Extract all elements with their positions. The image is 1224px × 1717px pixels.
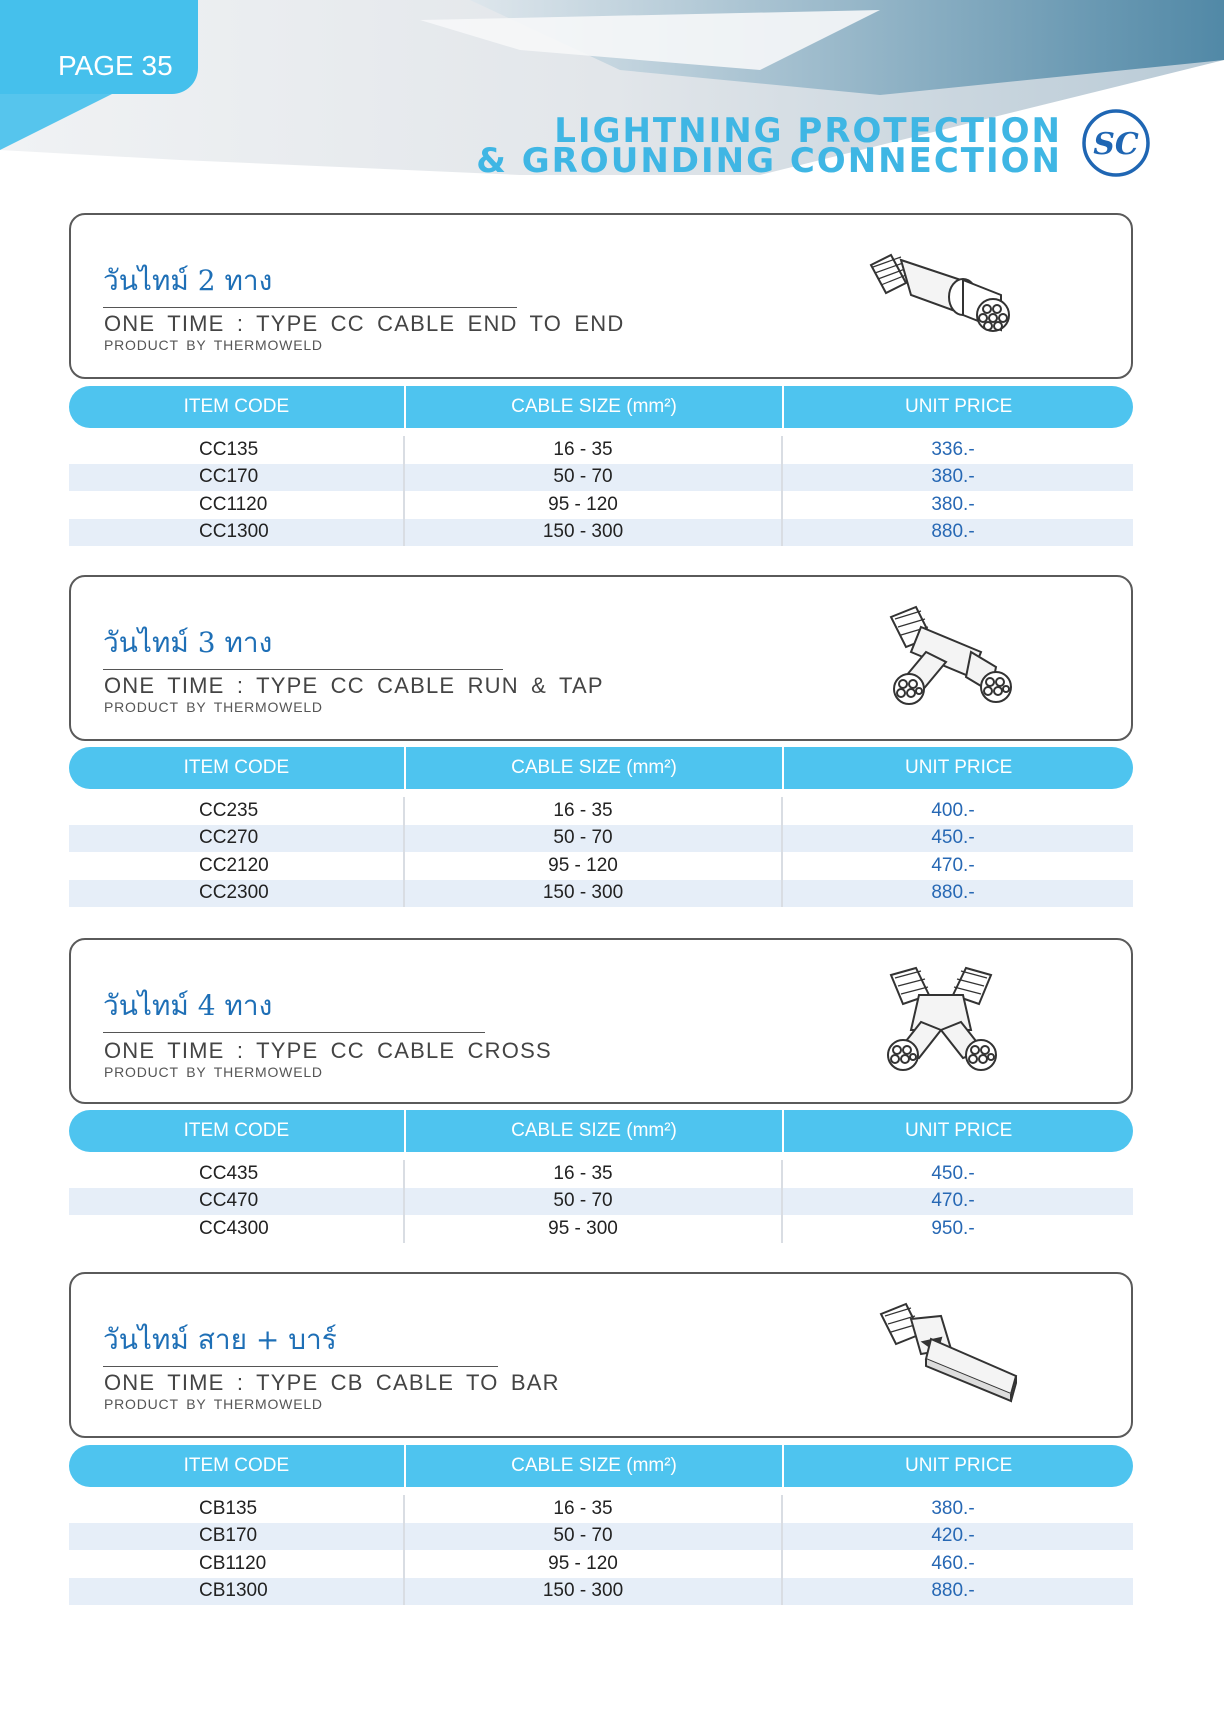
sc-logo: [1081, 108, 1151, 178]
header-cable-size: CABLE SIZE (mm²): [406, 747, 785, 789]
cable-size: 95 - 120: [405, 491, 783, 519]
header-item-code: ITEM CODE: [69, 386, 406, 428]
table-row: [69, 519, 1133, 547]
cable-size: 50 - 70: [405, 464, 783, 492]
price-table: [69, 1495, 1133, 1605]
cable-to-bar-connector-icon: [851, 1294, 1031, 1414]
item-code: CC2120: [69, 852, 405, 880]
cable-size: 95 - 120: [405, 1550, 783, 1578]
header-unit-price: UNIT PRICE: [904, 396, 1013, 417]
item-code: CC270: [69, 825, 405, 853]
price-table: [69, 797, 1133, 907]
table-row: [69, 1550, 1133, 1578]
unit-price: 450.-: [931, 1162, 975, 1184]
cable-size: 50 - 70: [405, 1188, 783, 1216]
unit-price: 450.-: [931, 827, 975, 849]
product-title-thai: วันไทม์ 3 ทาง: [103, 621, 503, 670]
product-manufacturer: PRODUCT BY THERMOWELD: [104, 1396, 323, 1412]
product-manufacturer: PRODUCT BY THERMOWELD: [104, 1064, 323, 1080]
header-cable-size: CABLE SIZE (mm²): [406, 1445, 785, 1487]
cable-size: 150 - 300: [405, 519, 783, 547]
product-title-english: ONE TIME : TYPE CC CABLE RUN & TAP: [104, 673, 604, 698]
table-header: [69, 1110, 1133, 1152]
product-title-english: ONE TIME : TYPE CB CABLE TO BAR: [104, 1370, 560, 1395]
price-table: [69, 436, 1133, 546]
cable-size: 150 - 300: [405, 880, 783, 908]
unit-price: 400.-: [931, 799, 975, 821]
product-title-english: ONE TIME : TYPE CC CABLE CROSS: [104, 1038, 552, 1063]
product-section-run-tap: [69, 575, 1133, 904]
unit-price: 880.-: [931, 521, 975, 543]
price-table: [69, 1160, 1133, 1243]
table-row: [69, 1523, 1133, 1551]
item-code: CB1120: [69, 1550, 405, 1578]
unit-price: 380.-: [931, 493, 975, 515]
table-row: [69, 1495, 1133, 1523]
product-card: [69, 575, 1133, 741]
unit-price: 950.-: [931, 1217, 975, 1239]
logo-text: SC: [1093, 127, 1139, 162]
header-item-code: ITEM CODE: [69, 1445, 406, 1487]
table-header: [69, 1445, 1133, 1487]
product-title-english: ONE TIME : TYPE CC CABLE END TO END: [104, 311, 625, 336]
cable-end-to-end-connector-icon: [851, 235, 1031, 355]
product-section-cable-to-bar: [69, 1272, 1133, 1602]
unit-price: 880.-: [931, 1580, 975, 1602]
table-row: [69, 852, 1133, 880]
item-code: CC4300: [69, 1215, 405, 1243]
item-code: CC435: [69, 1160, 405, 1188]
cable-size: 16 - 35: [405, 797, 783, 825]
item-code: CC235: [69, 797, 405, 825]
product-manufacturer: PRODUCT BY THERMOWELD: [104, 337, 323, 353]
product-manufacturer: PRODUCT BY THERMOWELD: [104, 699, 323, 715]
unit-price: 460.-: [931, 1552, 975, 1574]
table-row: [69, 880, 1133, 908]
cable-cross-connector-icon: [851, 960, 1031, 1080]
cable-run-tap-connector-icon: [851, 597, 1031, 717]
cable-size: 16 - 35: [405, 436, 783, 464]
table-row: [69, 1215, 1133, 1243]
product-section-end-to-end: [69, 213, 1133, 543]
page-number-tab: [0, 0, 198, 94]
page-title: [476, 111, 1062, 181]
header-cable-size: CABLE SIZE (mm²): [406, 1110, 785, 1152]
unit-price: 420.-: [931, 1525, 975, 1547]
product-title-thai: วันไทม์ สาย + บาร์: [103, 1318, 498, 1367]
item-code: CC470: [69, 1188, 405, 1216]
product-title-thai: วันไทม์ 4 ทาง: [103, 984, 485, 1033]
header-cable-size: CABLE SIZE (mm²): [406, 386, 785, 428]
unit-price: 336.-: [931, 438, 975, 460]
cable-size: 50 - 70: [405, 825, 783, 853]
cable-size: 50 - 70: [405, 1523, 783, 1551]
item-code: CB135: [69, 1495, 405, 1523]
table-row: [69, 464, 1133, 492]
header-item-code: ITEM CODE: [69, 1110, 406, 1152]
product-card: [69, 938, 1133, 1104]
title-line-2: & GROUNDING CONNECTION: [476, 141, 1062, 181]
header-unit-price: UNIT PRICE: [904, 1120, 1013, 1141]
unit-price: 470.-: [931, 854, 975, 876]
cable-size: 16 - 35: [405, 1160, 783, 1188]
title-line-1: LIGHTNING PROTECTION: [554, 111, 1062, 151]
cable-size: 150 - 300: [405, 1578, 783, 1606]
table-row: [69, 1578, 1133, 1606]
cable-size: 16 - 35: [405, 1495, 783, 1523]
table-row: [69, 825, 1133, 853]
item-code: CC1300: [69, 519, 405, 547]
table-row: [69, 1160, 1133, 1188]
header-unit-price: UNIT PRICE: [904, 757, 1013, 778]
table-row: [69, 797, 1133, 825]
table-row: [69, 1188, 1133, 1216]
header-unit-price: UNIT PRICE: [904, 1455, 1013, 1476]
product-card: [69, 1272, 1133, 1438]
item-code: CC170: [69, 464, 405, 492]
unit-price: 380.-: [931, 1497, 975, 1519]
unit-price: 380.-: [931, 466, 975, 488]
item-code: CB170: [69, 1523, 405, 1551]
product-section-cross: [69, 938, 1133, 1239]
table-header: [69, 386, 1133, 428]
item-code: CC2300: [69, 880, 405, 908]
table-row: [69, 436, 1133, 464]
item-code: CC135: [69, 436, 405, 464]
table-header: [69, 747, 1133, 789]
item-code: CB1300: [69, 1578, 405, 1606]
unit-price: 470.-: [931, 1190, 975, 1212]
product-card: [69, 213, 1133, 379]
unit-price: 880.-: [931, 882, 975, 904]
page-number: PAGE 35: [58, 50, 173, 81]
table-row: [69, 491, 1133, 519]
cable-size: 95 - 300: [405, 1215, 783, 1243]
header-item-code: ITEM CODE: [69, 747, 406, 789]
cable-size: 95 - 120: [405, 852, 783, 880]
item-code: CC1120: [69, 491, 405, 519]
product-title-thai: วันไทม์ 2 ทาง: [103, 259, 517, 308]
